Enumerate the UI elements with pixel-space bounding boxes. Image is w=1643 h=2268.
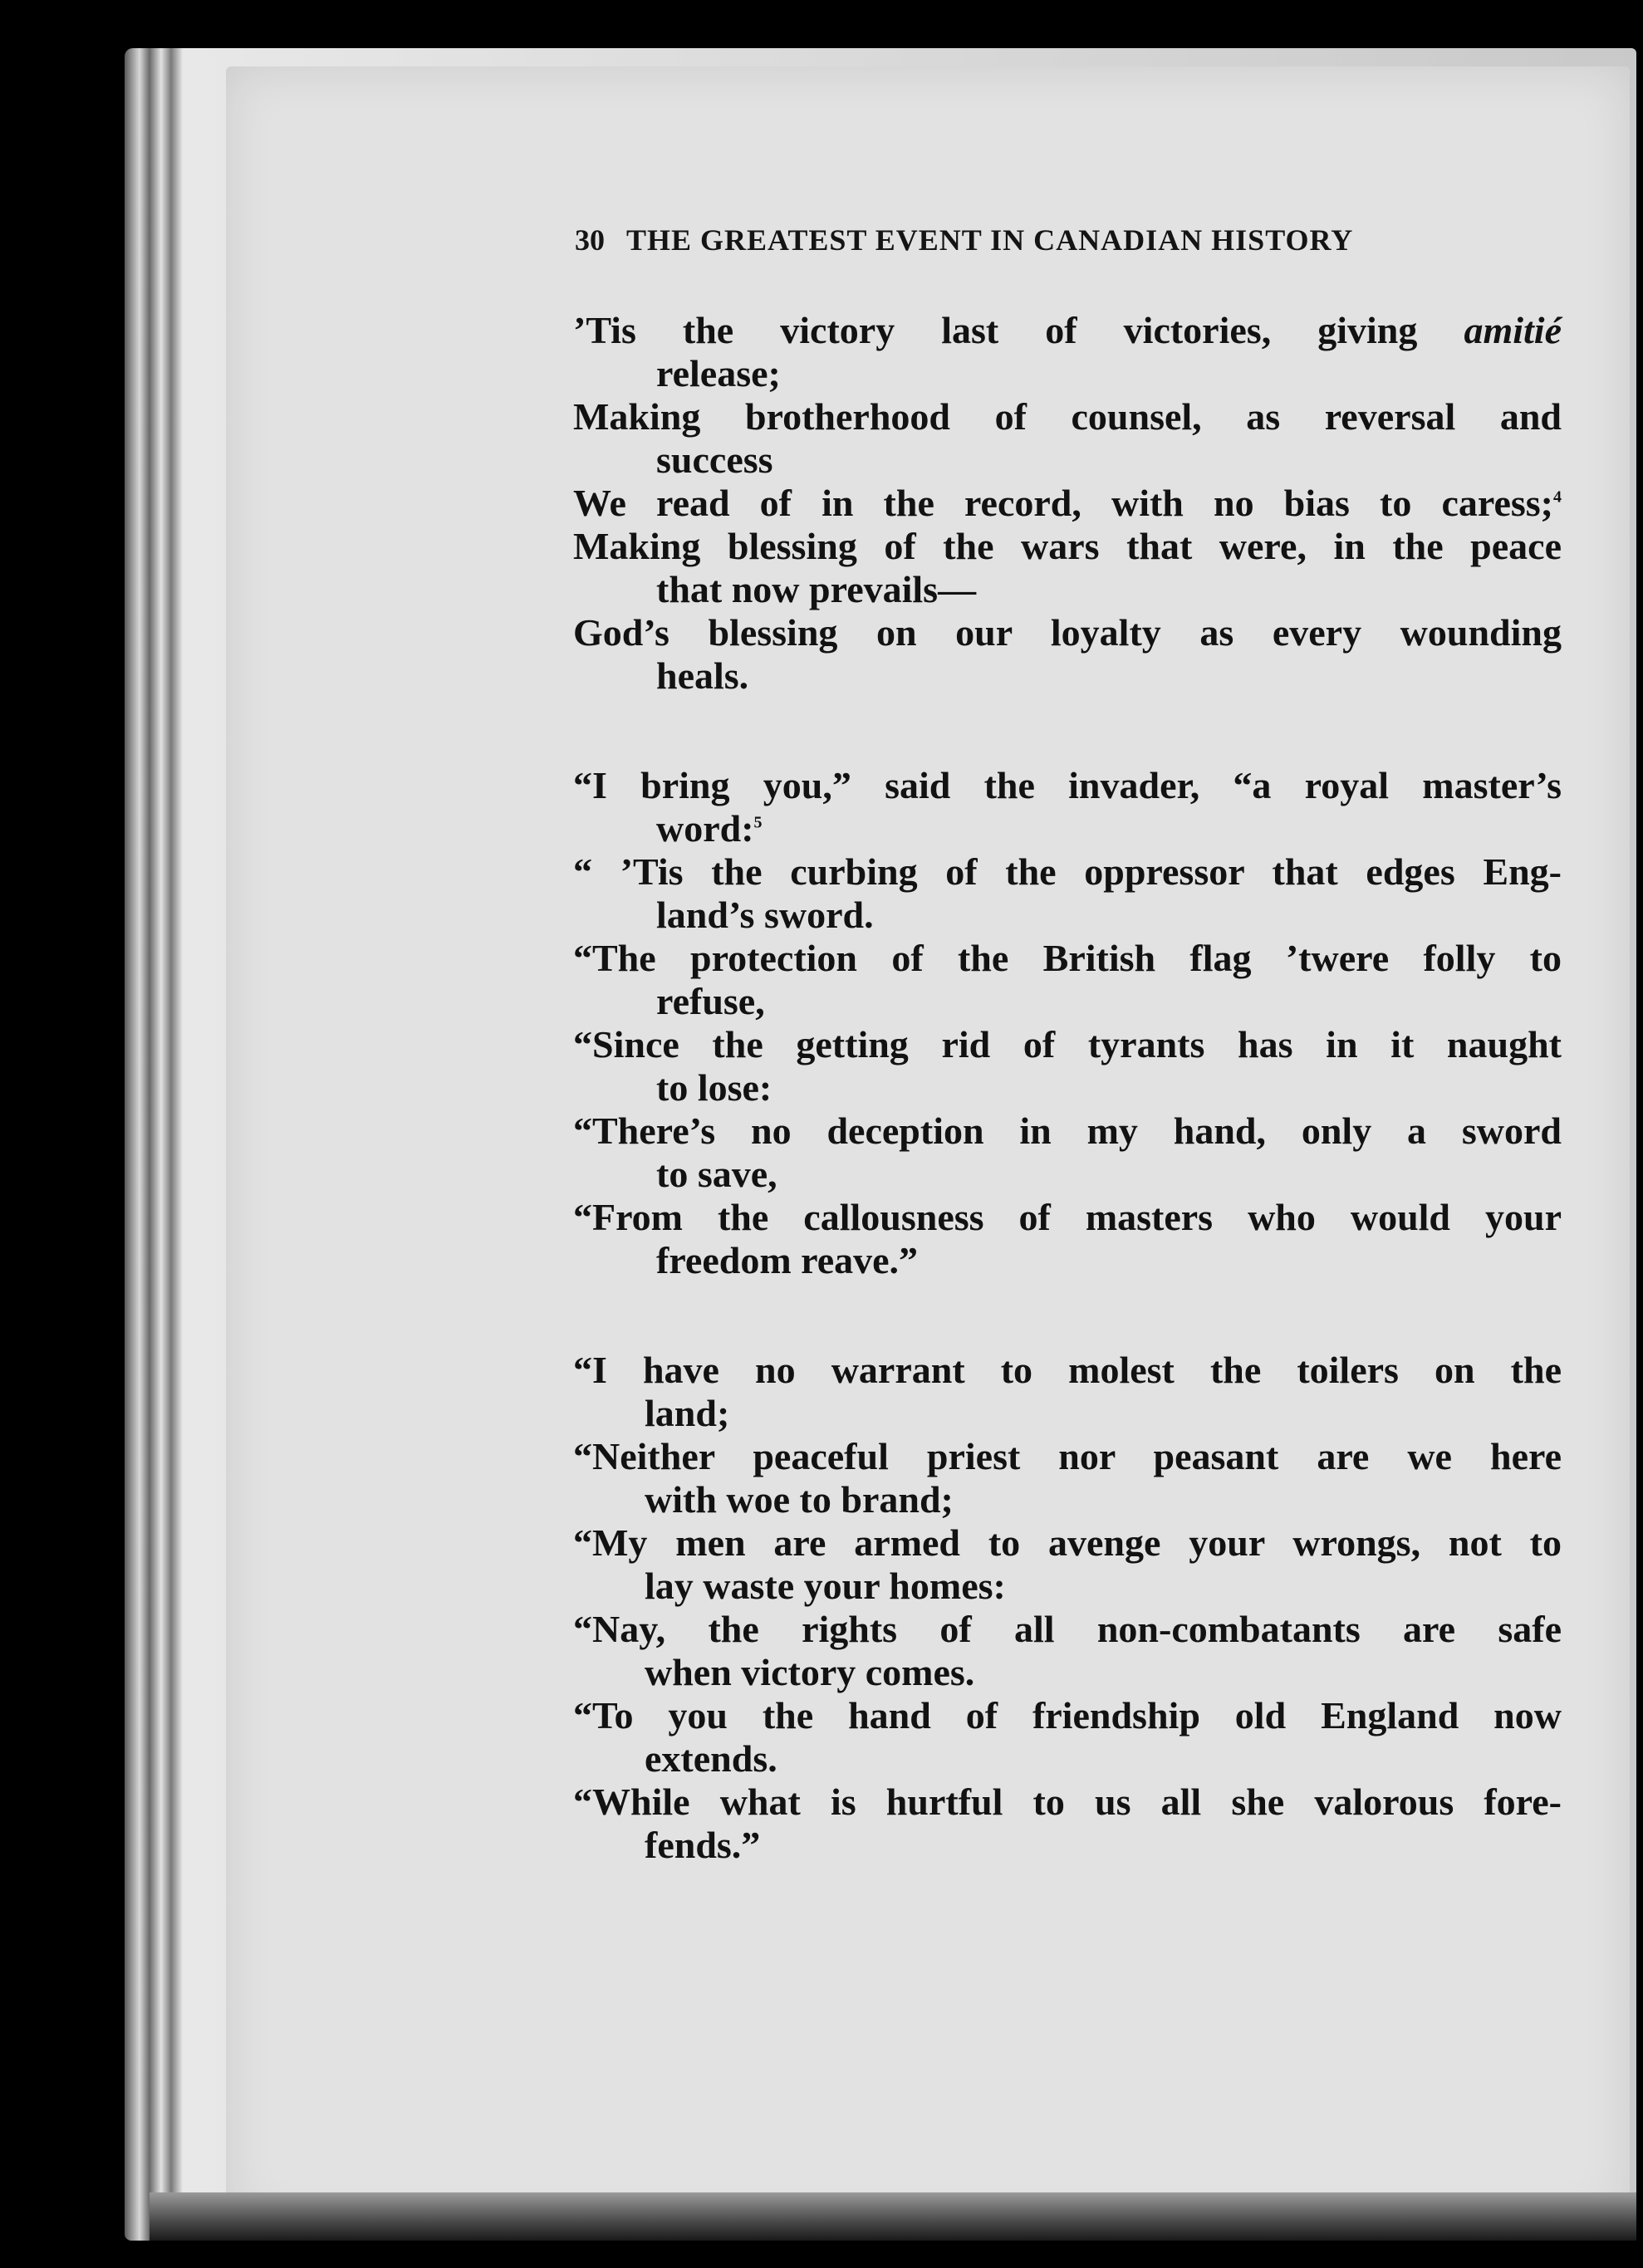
verse-line: “ ’Tis the curbing of the oppressor that edges Eng- xyxy=(573,850,1562,893)
verse-line: “Neither peaceful priest nor peasant are we here xyxy=(573,1435,1562,1477)
running-title: THE GREATEST EVENT IN CANADIAN HISTORY xyxy=(626,223,1354,257)
verse-line: God’s blessing on our loyalty as every wounding xyxy=(573,611,1562,654)
verse-line-continuation: release; xyxy=(656,352,781,394)
verse-line-continuation: refuse, xyxy=(656,980,765,1022)
verse-line: Making brotherhood of counsel, as reversal and xyxy=(573,395,1562,438)
verse-line-continuation: freedom reave.” xyxy=(656,1239,919,1281)
running-header xyxy=(575,223,1513,269)
verse-line-continuation: lay waste your homes: xyxy=(645,1565,1006,1607)
verse-line: We read of in the record, with no bias to caress;$^4$ xyxy=(573,482,1562,524)
verse-line: “I bring you,” said the invader, “a royal master’s xyxy=(573,764,1562,806)
page-bottom-shadow xyxy=(150,2192,1636,2241)
verse-line-continuation: when victory comes. xyxy=(645,1651,975,1693)
verse-line-continuation: land’s sword. xyxy=(656,894,874,936)
stanza-2 xyxy=(573,764,1562,1282)
verse-line: “The protection of the British flag ’twere folly to xyxy=(573,937,1562,979)
verse-line: “From the callousness of masters who would your xyxy=(573,1196,1562,1238)
page-number: 30 xyxy=(575,223,605,257)
verse-line: Making blessing of the wars that were, in the peace xyxy=(573,525,1562,567)
stanza-1 xyxy=(573,309,1562,698)
stanza-3 xyxy=(573,1349,1562,1867)
verse-line-continuation: with woe to brand; xyxy=(645,1478,954,1521)
verse-line-continuation: word:$^5$ xyxy=(656,807,763,850)
verse-line: “Nay, the rights of all non-combatants are safe xyxy=(573,1608,1562,1650)
verse-line-continuation: extends. xyxy=(645,1737,777,1780)
verse-line: “Since the getting rid of tyrants has in it naught xyxy=(573,1023,1562,1065)
verse-line-continuation: to save, xyxy=(656,1153,777,1195)
verse-line: “There’s no deception in my hand, only a sword xyxy=(573,1110,1562,1152)
verse-line: “While what is hurtful to us all she valorous fore- xyxy=(573,1781,1562,1823)
verse-line-continuation: heals. xyxy=(656,654,749,697)
verse-line-continuation: success xyxy=(656,438,773,481)
verse-line: “To you the hand of friendship old England now xyxy=(573,1694,1562,1737)
verse-line-continuation: fends.” xyxy=(645,1824,761,1866)
footnote-marker: 5 xyxy=(753,813,763,832)
foreign-term: amitié xyxy=(1464,309,1562,351)
footnote-marker: 4 xyxy=(1553,487,1562,507)
verse-line: ’Tis the victory last of victories, giving amitié xyxy=(573,309,1562,351)
verse-line-continuation: to lose: xyxy=(656,1066,772,1109)
verse-line-continuation: that now prevails— xyxy=(656,568,977,610)
verse-line-continuation: land; xyxy=(645,1392,730,1434)
verse-line: “My men are armed to avenge your wrongs, not to xyxy=(573,1521,1562,1564)
verse-line: “I have no warrant to molest the toilers on the xyxy=(573,1349,1562,1391)
